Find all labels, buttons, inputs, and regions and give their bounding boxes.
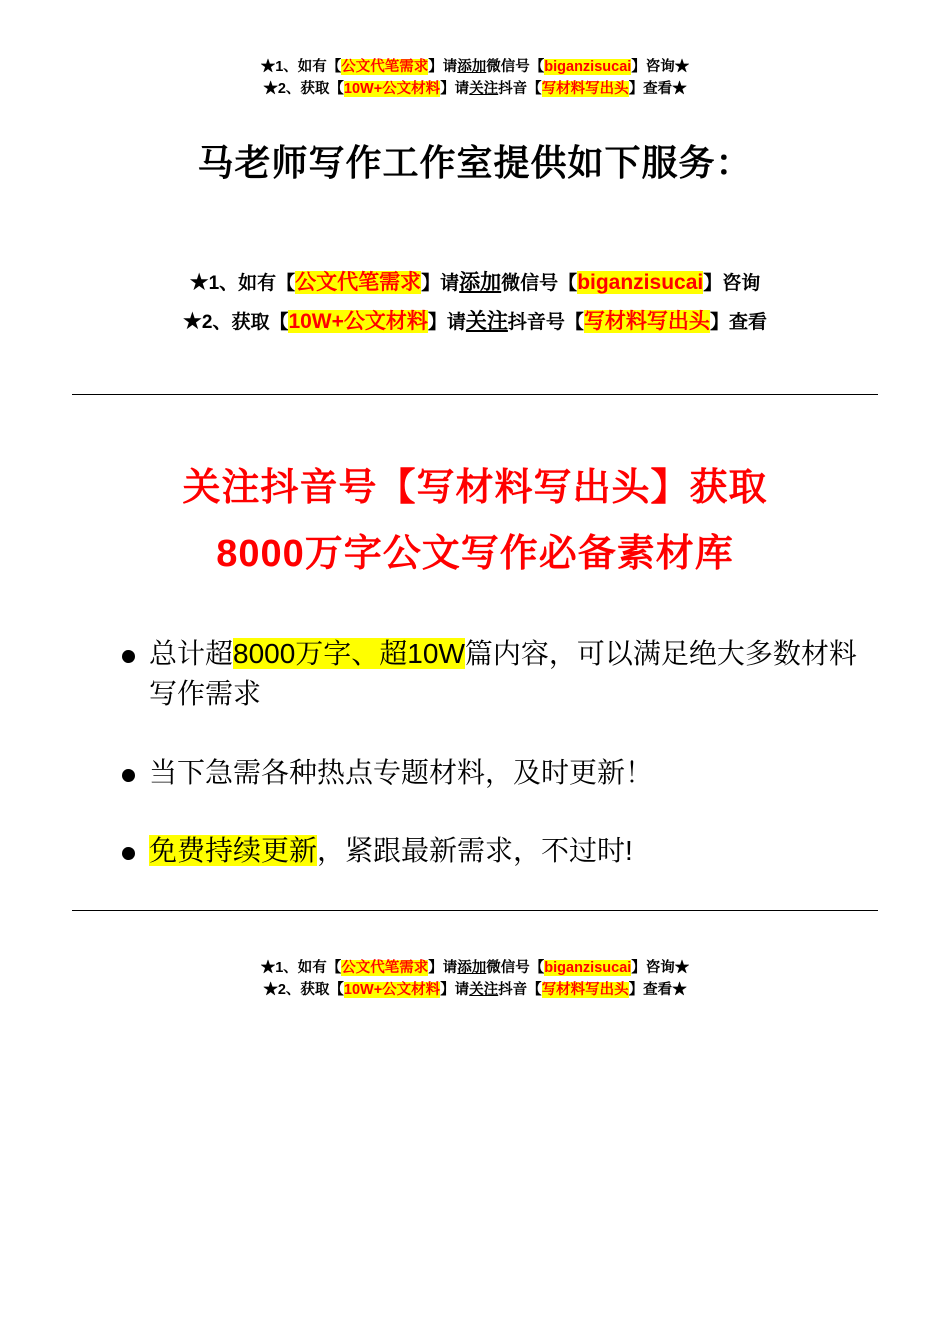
- header-line1-mid: 】请: [428, 59, 458, 75]
- bullet-dot-icon: [122, 847, 135, 860]
- footer-promo: [72, 957, 878, 1002]
- star-icon: ★: [183, 309, 202, 333]
- bullet-dot-icon: [122, 769, 135, 782]
- star-icon: ★: [189, 270, 209, 294]
- footer-line1-prefix: 1、如有【: [275, 960, 342, 976]
- footer-promo-line-2: [72, 979, 878, 1001]
- footer-line2-highlight-2: 写材料写出头: [541, 982, 629, 999]
- service2-highlight-2: 写材料写出头: [583, 309, 710, 333]
- promo-heading-line-1: 关注抖音号【写材料写出头】获取: [182, 466, 768, 509]
- footer-line1-mid2: 微信号【: [486, 960, 545, 976]
- header-promo-line-2: [72, 78, 878, 100]
- bullet-text-3: [149, 831, 868, 872]
- footer-line2-mid: 】请: [440, 982, 470, 999]
- footer-line1-highlight-2: biganzisucai: [544, 960, 632, 976]
- list-item: [122, 831, 868, 872]
- header-line1-suffix: 】咨询: [631, 59, 675, 75]
- header-line1-highlight-1: 公文代笔需求: [341, 59, 429, 75]
- footer-line2-suffix: 】查看: [628, 982, 673, 999]
- star-icon: ★: [674, 960, 690, 976]
- header-line1-prefix: 1、如有【: [275, 59, 342, 75]
- service2-highlight-1: 10W+公文材料: [288, 309, 428, 333]
- service1-highlight-1: 公文代笔需求: [295, 270, 422, 294]
- service1-prefix: 1、如有【: [208, 272, 296, 294]
- bullet-dot-icon: [122, 650, 135, 663]
- header-promo-line-1: [72, 56, 878, 78]
- star-icon: ★: [672, 81, 687, 98]
- bullet-text-2: [149, 753, 868, 794]
- header-promo: [72, 56, 878, 101]
- divider-bottom: [72, 910, 878, 911]
- header-line2-suffix: 】查看: [628, 81, 673, 98]
- header-line2-highlight-1: 10W+公文材料: [343, 81, 441, 98]
- service2-prefix: 2、获取【: [201, 311, 289, 333]
- list-item: [122, 753, 868, 794]
- service1-suffix: 】咨询: [703, 272, 761, 294]
- star-icon: ★: [674, 59, 690, 75]
- bullet3-highlight: 免费持续更新: [149, 835, 318, 867]
- header-line2-underline: 关注: [469, 81, 499, 98]
- footer-line1-suffix: 】咨询: [631, 960, 675, 976]
- footer-line1-highlight-1: 公文代笔需求: [341, 960, 429, 976]
- promo-heading: [72, 455, 878, 588]
- bullet3-post: ，紧跟最新需求，不过时!: [317, 835, 633, 867]
- bullet1-pre: 总计超: [149, 637, 234, 669]
- service1-underline: 添加: [459, 270, 502, 294]
- header-line1-highlight-2: biganzisucai: [544, 59, 632, 75]
- footer-line2-highlight-1: 10W+公文材料: [343, 982, 441, 999]
- footer-line1-mid: 】请: [428, 960, 458, 976]
- divider-top: [72, 394, 878, 395]
- service2-suffix: 】查看: [709, 311, 767, 333]
- header-line2-mid2: 抖音【: [498, 81, 542, 98]
- bullet-text-1: [149, 634, 868, 715]
- list-item: [122, 634, 868, 715]
- header-line2-mid: 】请: [440, 81, 470, 98]
- service-line-2: [72, 303, 878, 342]
- star-icon: ★: [260, 59, 276, 75]
- star-icon: ★: [263, 81, 278, 98]
- service2-underline: 关注: [465, 309, 508, 333]
- service-line-1: [72, 264, 878, 303]
- service1-mid: 】请: [421, 272, 460, 294]
- star-icon: ★: [672, 982, 687, 999]
- header-line1-mid2: 微信号【: [486, 59, 545, 75]
- promo-heading-line-2: 8000万字公文写作必备素材库: [216, 533, 734, 576]
- footer-line2-prefix: 2、获取【: [277, 982, 344, 999]
- bullet2-post: 当下急需各种热点专题材料，及时更新！: [149, 756, 654, 788]
- bullet-list: [72, 634, 878, 872]
- header-line1-underline: 添加: [457, 59, 487, 75]
- star-icon: ★: [263, 982, 278, 999]
- services-block: [72, 264, 878, 342]
- footer-line2-mid2: 抖音【: [498, 982, 542, 999]
- header-line2-highlight-2: 写材料写出头: [541, 81, 629, 98]
- header-line2-prefix: 2、获取【: [277, 81, 344, 98]
- star-icon: ★: [260, 960, 276, 976]
- service2-mid: 】请: [427, 311, 466, 333]
- service1-highlight-2: biganzisucai: [577, 270, 704, 294]
- bullet1-highlight: 8000万字、超10W: [233, 637, 465, 669]
- footer-line2-underline: 关注: [469, 982, 499, 999]
- bullet1-post: 篇内容，可以满足绝大多数材料写作需求: [149, 637, 857, 710]
- service2-mid2: 抖音号【: [507, 311, 584, 333]
- page-title: 马老师写作工作室提供如下服务：: [197, 141, 753, 183]
- footer-promo-line-1: [72, 957, 878, 979]
- service1-mid2: 微信号【: [501, 272, 578, 294]
- footer-line1-underline: 添加: [457, 960, 487, 976]
